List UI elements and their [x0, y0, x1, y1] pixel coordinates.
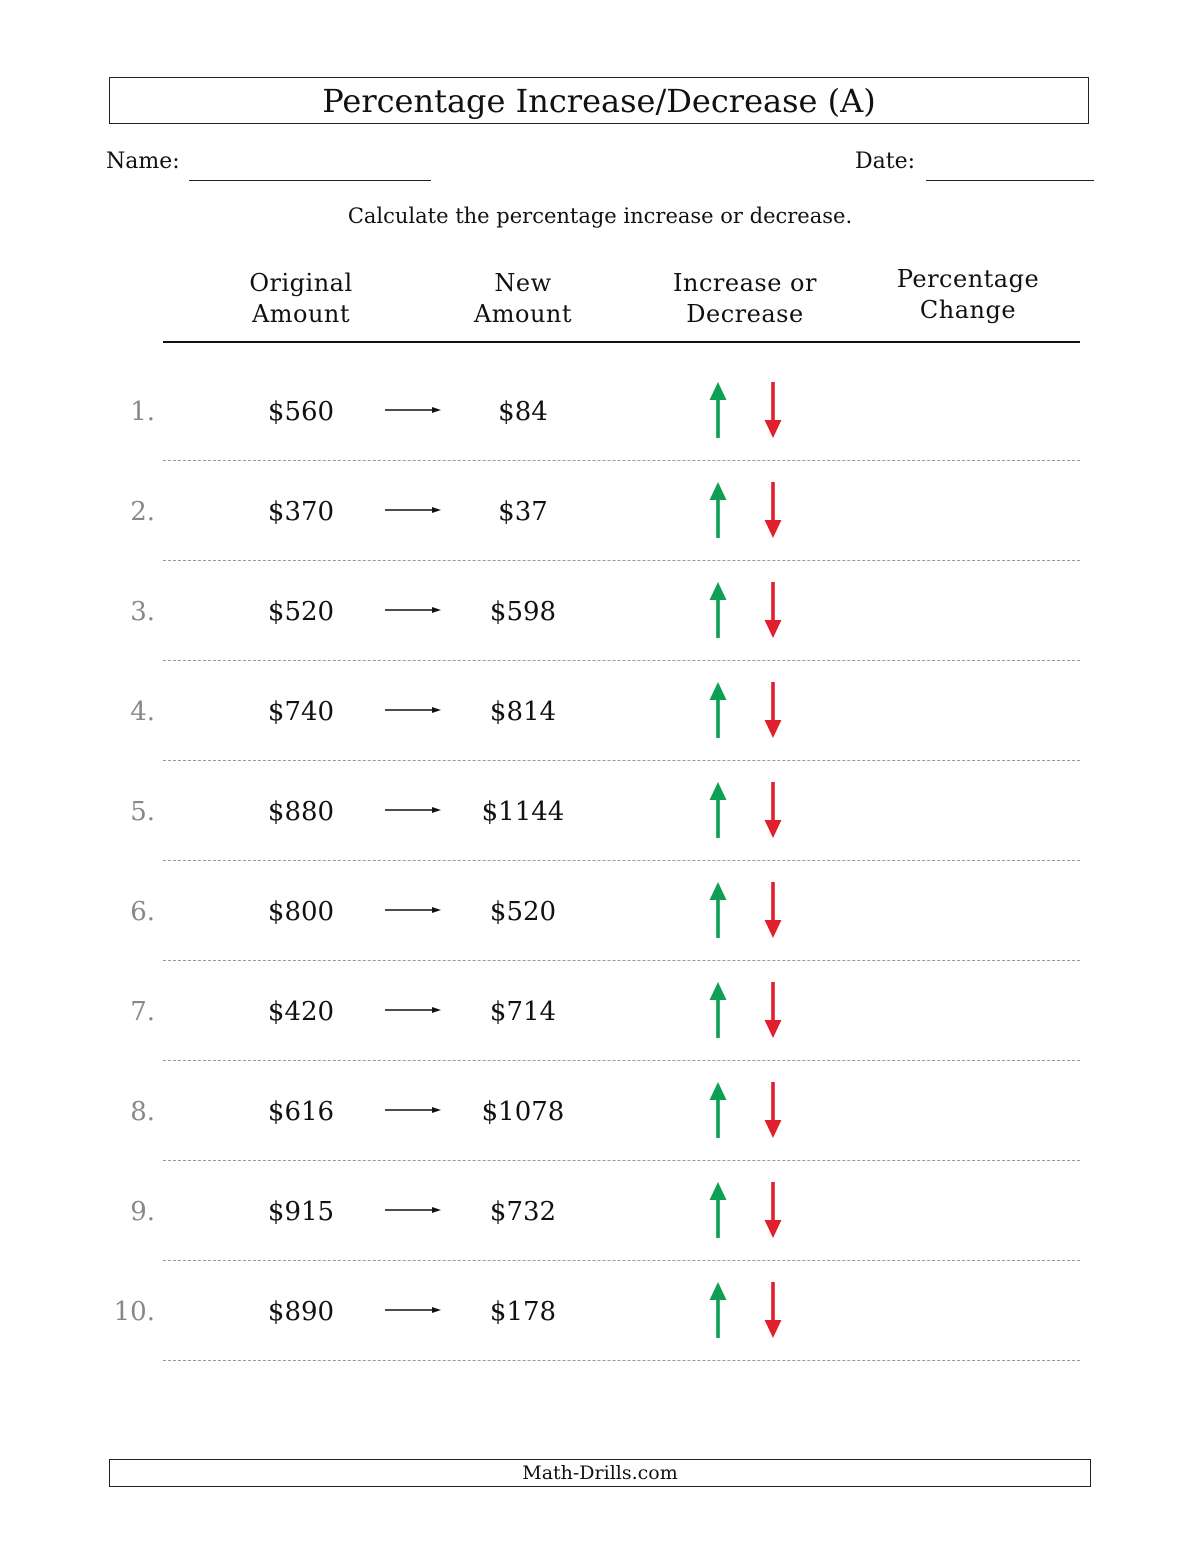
percentage-change-answer[interactable] — [860, 599, 1080, 629]
problem-row — [0, 382, 1200, 482]
down-arrow-icon[interactable] — [764, 682, 782, 738]
up-arrow-icon[interactable] — [709, 382, 727, 438]
problem-row — [0, 882, 1200, 982]
down-arrow-icon[interactable] — [764, 982, 782, 1038]
right-arrow-icon — [385, 1106, 441, 1114]
original-amount: $915 — [267, 1197, 335, 1227]
right-arrow-icon — [385, 506, 441, 514]
down-arrow-icon[interactable] — [764, 1182, 782, 1238]
row-divider — [163, 1360, 1080, 1361]
header-new-line-2: Amount — [473, 300, 573, 328]
up-arrow-icon[interactable] — [709, 1082, 727, 1138]
right-arrow-icon — [385, 806, 441, 814]
right-arrow-icon — [385, 906, 441, 914]
original-amount: $740 — [267, 697, 335, 727]
right-arrow-icon — [385, 406, 441, 414]
problem-row — [0, 482, 1200, 582]
percentage-change-answer[interactable] — [860, 1199, 1080, 1229]
percentage-change-answer[interactable] — [860, 1299, 1080, 1329]
new-amount: $598 — [489, 597, 557, 627]
right-arrow-icon — [385, 606, 441, 614]
original-amount: $800 — [267, 897, 335, 927]
row-divider — [163, 560, 1080, 561]
new-amount: $1144 — [481, 797, 565, 827]
problem-row — [0, 682, 1200, 782]
original-amount: $890 — [267, 1297, 335, 1327]
percentage-change-answer[interactable] — [860, 799, 1080, 829]
new-amount: $178 — [489, 1297, 557, 1327]
right-arrow-icon — [385, 1006, 441, 1014]
row-divider — [163, 860, 1080, 861]
problem-row — [0, 782, 1200, 882]
up-arrow-icon[interactable] — [709, 682, 727, 738]
down-arrow-icon[interactable] — [764, 382, 782, 438]
name-label: Name: — [106, 149, 180, 174]
row-divider — [163, 1160, 1080, 1161]
down-arrow-icon[interactable] — [764, 782, 782, 838]
header-original-line-1: Original — [249, 269, 353, 297]
up-arrow-icon[interactable] — [709, 882, 727, 938]
header-percent-line-1: Percentage — [896, 265, 1040, 293]
percentage-change-answer[interactable] — [860, 899, 1080, 929]
percentage-change-answer[interactable] — [860, 699, 1080, 729]
right-arrow-icon — [385, 1306, 441, 1314]
header-new-amount — [413, 268, 633, 330]
down-arrow-icon[interactable] — [764, 1282, 782, 1338]
up-arrow-icon[interactable] — [709, 482, 727, 538]
header-percent-line-2: Change — [919, 296, 1017, 324]
down-arrow-icon[interactable] — [764, 482, 782, 538]
up-arrow-icon[interactable] — [709, 582, 727, 638]
original-amount: $420 — [267, 997, 335, 1027]
header-direction-line-2: Decrease — [686, 300, 804, 328]
problem-row — [0, 1282, 1200, 1382]
original-amount: $880 — [267, 797, 335, 827]
problem-row — [0, 982, 1200, 1082]
row-divider — [163, 1260, 1080, 1261]
new-amount: $814 — [489, 697, 557, 727]
header-rule — [163, 341, 1080, 343]
new-amount: $84 — [498, 397, 548, 427]
new-amount: $1078 — [481, 1097, 565, 1127]
problem-number: 3. — [130, 597, 155, 627]
new-amount: $37 — [498, 497, 548, 527]
date-field[interactable] — [926, 180, 1094, 181]
instructions: Calculate the percentage increase or decrease. — [347, 204, 853, 228]
problem-number: 6. — [130, 897, 155, 927]
up-arrow-icon[interactable] — [709, 782, 727, 838]
up-arrow-icon[interactable] — [709, 1182, 727, 1238]
problem-number: 2. — [130, 497, 155, 527]
row-divider — [163, 1060, 1080, 1061]
header-original-amount — [191, 268, 411, 330]
original-amount: $370 — [267, 497, 335, 527]
problem-row — [0, 1182, 1200, 1282]
down-arrow-icon[interactable] — [764, 882, 782, 938]
problem-row — [0, 582, 1200, 682]
up-arrow-icon[interactable] — [709, 1282, 727, 1338]
down-arrow-icon[interactable] — [764, 1082, 782, 1138]
problem-number: 10. — [113, 1297, 155, 1327]
percentage-change-answer[interactable] — [860, 999, 1080, 1029]
header-new-line-1: New — [494, 269, 552, 297]
header-increase-or-decrease — [635, 268, 855, 330]
name-field[interactable] — [189, 180, 431, 181]
percentage-change-answer[interactable] — [860, 499, 1080, 529]
up-arrow-icon[interactable] — [709, 982, 727, 1038]
original-amount: $520 — [267, 597, 335, 627]
header-percentage-change — [858, 264, 1078, 326]
problem-number: 7. — [130, 997, 155, 1027]
header-direction-line-1: Increase or — [673, 269, 817, 297]
original-amount: $560 — [267, 397, 335, 427]
row-divider — [163, 460, 1080, 461]
new-amount: $520 — [489, 897, 557, 927]
percentage-change-answer[interactable] — [860, 399, 1080, 429]
problem-number: 4. — [130, 697, 155, 727]
new-amount: $714 — [489, 997, 557, 1027]
worksheet-title: Percentage Increase/Decrease (A) — [109, 77, 1089, 124]
new-amount: $732 — [489, 1197, 557, 1227]
date-label: Date: — [855, 149, 916, 174]
problem-number: 9. — [130, 1197, 155, 1227]
problem-number: 5. — [130, 797, 155, 827]
footer: Math-Drills.com — [109, 1459, 1091, 1487]
down-arrow-icon[interactable] — [764, 582, 782, 638]
problem-row — [0, 1082, 1200, 1182]
row-divider — [163, 660, 1080, 661]
header-original-line-2: Amount — [251, 300, 351, 328]
percentage-change-answer[interactable] — [860, 1099, 1080, 1129]
problem-number: 8. — [130, 1097, 155, 1127]
row-divider — [163, 960, 1080, 961]
right-arrow-icon — [385, 706, 441, 714]
original-amount: $616 — [267, 1097, 335, 1127]
right-arrow-icon — [385, 1206, 441, 1214]
problem-number: 1. — [130, 397, 155, 427]
row-divider — [163, 760, 1080, 761]
